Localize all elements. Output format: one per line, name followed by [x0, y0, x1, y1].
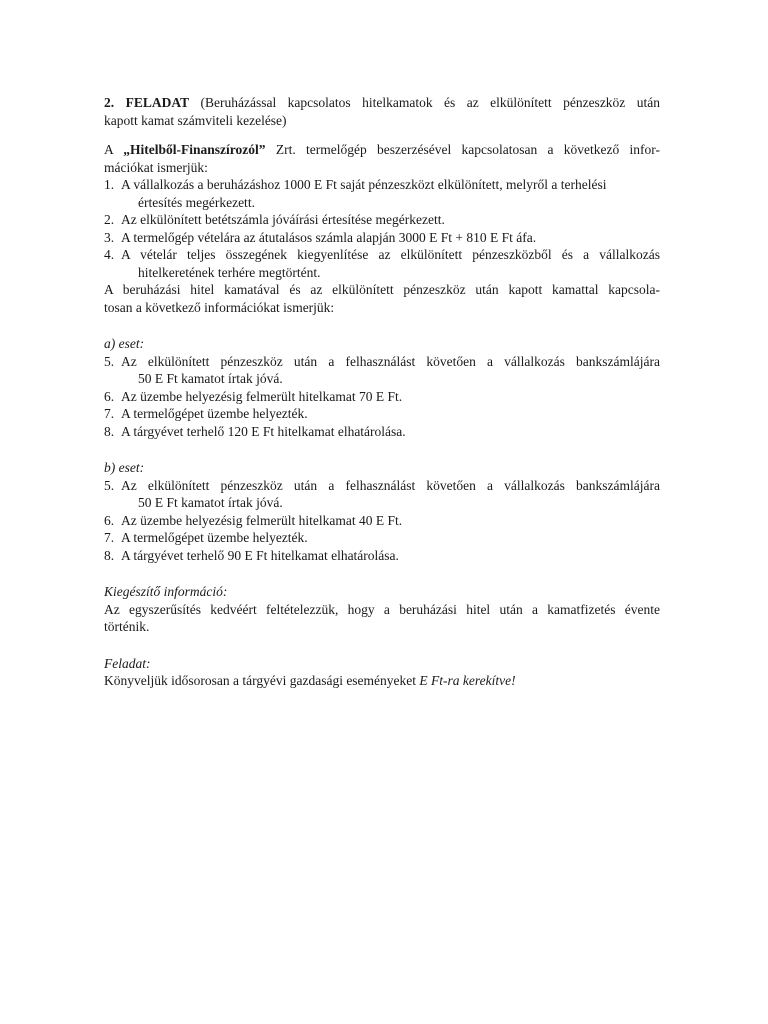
- list-item-4: [104, 246, 660, 281]
- intro-prefix: A: [104, 142, 124, 157]
- task-title-line2: kapott kamat számviteli kezelése): [104, 112, 287, 128]
- item-text: A termelőgépet üzembe helyezték.: [121, 406, 308, 421]
- document-content: [104, 94, 660, 690]
- case-a-item-5: [104, 353, 660, 388]
- case-b-item-8: [104, 547, 660, 565]
- case-a-item-6: [104, 388, 660, 406]
- item-text: A termelőgépet üzembe helyezték.: [121, 530, 308, 545]
- intro-text: Zrt. termelőgép beszerzésével kapcsolatosan a következő infor-: [265, 142, 660, 157]
- spacer: [104, 564, 660, 583]
- interest-intro-line2: tosan a következő információkat ismerjük:: [104, 299, 335, 315]
- supplement-line1: Az egyszerűsítés kedvéért feltételezzük, hogy a beruházási hitel után a kamatfizetés évente: [104, 601, 660, 617]
- supplement-line2: történik.: [104, 619, 150, 634]
- case-b-item-6: [104, 512, 660, 530]
- item-text-cont: hitelkeretének terhére megtörtént.: [138, 264, 321, 280]
- case-a-item-7: [104, 405, 660, 423]
- item-text-cont: értesítés megérkezett.: [138, 194, 255, 210]
- task-heading: Feladat:: [104, 655, 151, 671]
- item-number: 8.: [104, 423, 115, 439]
- intro-line1: [104, 141, 660, 159]
- item-text: A termelőgép vételára az átutalásos számla alapján 3000 E Ft + 810 E Ft áfa.: [121, 229, 537, 245]
- item-text-cont: 50 E Ft kamatot írtak jóvá.: [138, 371, 283, 386]
- item-number: 5.: [104, 477, 115, 493]
- interest-intro-line1: A beruházási hitel kamatával és az elkülönített pénzeszköz után kapott kamattal kapcsola-: [104, 282, 660, 297]
- task-number: 2. FELADAT: [104, 95, 190, 110]
- task-instruction: Könyveljük idősorosan a tárgyévi gazdasági eseményeket: [104, 673, 420, 688]
- task-subtitle: (Beruházással kapcsolatos hitelkamatok és az elkülönített pénzeszköz után: [189, 95, 660, 110]
- task-title-line1: [104, 94, 660, 112]
- item-text: Az üzembe helyezésig felmerült hitelkamat 70 E Ft.: [121, 388, 403, 404]
- case-b-item-5: [104, 477, 660, 512]
- item-number: 7.: [104, 530, 115, 545]
- task-emphasis: E Ft-ra kerekítve!: [419, 673, 516, 688]
- case-a-heading: a) eset:: [104, 336, 145, 351]
- item-number: 4.: [104, 247, 115, 262]
- company-name: „Hitelből-Finanszírozól”: [123, 142, 266, 157]
- supplement-heading: Kiegészítő információ:: [104, 584, 228, 599]
- list-item-2: [104, 211, 660, 229]
- item-text: A tárgyévet terhelő 90 E Ft hitelkamat elhatárolása.: [121, 547, 399, 563]
- item-number: 5.: [104, 353, 115, 369]
- item-text: A vállalkozás a beruházáshoz 1000 E Ft saját pénzeszközt elkülönített, melyről a terhelési: [121, 177, 607, 192]
- item-number: 3.: [104, 229, 115, 245]
- list-item-3: [104, 229, 660, 247]
- item-text: A vételár teljes összegének kiegyenlítése az elkülönített pénzeszközből és a vállalkozás: [121, 247, 660, 262]
- item-number: 7.: [104, 406, 115, 421]
- spacer: [104, 129, 660, 141]
- case-a-item-8: [104, 423, 660, 441]
- item-text: Az elkülönített pénzeszköz után a felhasználást követően a vállalkozás bankszámlájára: [121, 353, 660, 369]
- item-text: A tárgyévet terhelő 120 E Ft hitelkamat elhatárolása.: [121, 423, 406, 439]
- list-item-1: [104, 176, 660, 211]
- case-b-item-7: [104, 529, 660, 547]
- spacer: [104, 440, 660, 459]
- item-number: 2.: [104, 212, 115, 227]
- case-b-heading: b) eset:: [104, 460, 145, 475]
- item-number: 6.: [104, 388, 115, 404]
- item-text-cont: 50 E Ft kamatot írtak jóvá.: [138, 495, 283, 510]
- item-text: Az elkülönített betétszámla jóváírási értesítése megérkezett.: [121, 212, 445, 227]
- spacer: [104, 316, 660, 335]
- item-text: Az üzembe helyezésig felmerült hitelkamat 40 E Ft.: [121, 512, 403, 528]
- item-text: Az elkülönített pénzeszköz után a felhasználást követően a vállalkozás bankszámlájára: [121, 477, 660, 493]
- intro-line2: mációkat ismerjük:: [104, 159, 208, 175]
- item-number: 1.: [104, 177, 115, 192]
- task-text: [104, 672, 660, 690]
- item-number: 6.: [104, 512, 115, 528]
- spacer: [104, 636, 660, 655]
- item-number: 8.: [104, 547, 115, 563]
